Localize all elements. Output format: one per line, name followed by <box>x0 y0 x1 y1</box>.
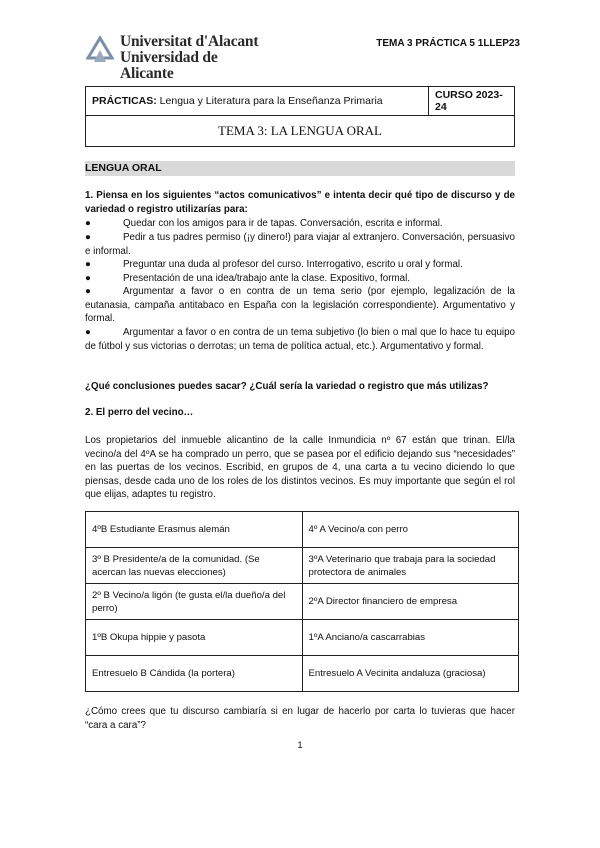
curso-cell <box>429 87 515 116</box>
course-info-table <box>85 86 515 147</box>
q1-item: ● Preguntar una duda al profesor del curso. Interrogativo, escrito u oral y formal. <box>85 258 515 272</box>
practicas-cell <box>86 87 429 116</box>
practicas-value: Lengua y Literatura para la Enseñanza Primaria <box>159 95 383 107</box>
q1-conclusion <box>85 380 515 394</box>
table-row <box>86 620 519 656</box>
question-1-text: Piensa en los siguientes “actos comunicativos” e intenta decir qué tipo de discurso y de variedad o registro utilizarías para: <box>85 190 515 215</box>
question-1-number: 1. <box>85 190 94 201</box>
q1-item: ● Argumentar a favor o en contra de un tema subjetivo (lo bien o mal que lo hace tu equipo de fútbol y sus victorias o derrotas; un tema de política actual, etc.). Argumentativo y formal. <box>85 327 515 352</box>
role-cell: 4º A Vecino/a con perro <box>302 512 519 548</box>
table-row <box>86 548 519 584</box>
logo-line-1: Universitat d'Alacant <box>120 33 259 50</box>
table-row <box>86 512 519 548</box>
final-question: ¿Cómo crees que tu discurso cambiaría si en lugar de hacerlo por carta lo tuvieras que hacer “cara a cara”? <box>85 706 515 731</box>
role-cell: Entresuelo A Vecinita andaluza (graciosa) <box>302 656 519 692</box>
tema-title: TEMA 3: LA LENGUA ORAL <box>86 116 515 147</box>
q1-item: ● Quedar con los amigos para ir de tapas. Conversación, escrita e informal. <box>85 217 515 231</box>
section-heading: LENGUA ORAL <box>85 161 515 176</box>
logo-text <box>120 34 266 82</box>
role-cell: 1ºA Anciano/a cascarrabias <box>302 620 519 656</box>
q1-item: ● Pedir a tus padres permiso (¡y dinero!) para viajar al extranjero. Conversación, persuasivo e informal. <box>85 232 515 257</box>
roles-table <box>85 511 519 692</box>
role-cell: 2º B Vecino/a ligón (te gusta el/la dueño/a del perro) <box>86 584 303 620</box>
question-2-paragraph: Los propietarios del inmueble alicantino de la calle Inmundicia nº 67 están que trinan. El/la vecino/a del 4ºA se ha comprado un perro, que se pasea por el edificio dejando sus “necesidades” en las puertas de los vecinos. Escribid, en grupos de 4, una carta a tu vecino diciendo lo que piensas, desde cada uno de los roles de los distintos vecinos. Es muy importante que según el rol que elijas, adaptes tu registro. <box>85 435 515 500</box>
table-row <box>86 656 519 692</box>
question-2-title <box>85 406 515 420</box>
question-1 <box>85 189 515 216</box>
university-logo <box>86 33 266 82</box>
q1-item-text: Preguntar una duda al profesor del curso. Interrogativo, escrito u oral y formal. <box>123 259 463 270</box>
curso-label: CURSO 2023-24 <box>435 89 503 113</box>
role-cell: 2ºA Director financiero de empresa <box>302 584 519 620</box>
q1-item-text: Quedar con los amigos para ir de tapas. Conversación, escrita e informal. <box>123 218 443 229</box>
role-cell: Entresuelo B Cándida (la portera) <box>86 656 303 692</box>
role-cell: 4ºB Estudiante Erasmus alemán <box>86 512 303 548</box>
page-number: 1 <box>297 740 303 751</box>
question-2-title-text: 2. El perro del vecino… <box>85 407 194 418</box>
logo-line-2: Universidad de Alicante <box>120 49 218 82</box>
practicas-label: PRÁCTICAS: <box>92 95 157 107</box>
q1-item: ● Presentación de una idea/trabajo ante la clase. Expositivo, formal. <box>85 272 515 286</box>
table-row <box>86 584 519 620</box>
q1-item-text: Pedir a tus padres permiso (¡y dinero!) para viajar al extranjero. Conversación, persuasivo e informal. <box>85 232 515 257</box>
q1-item-text: Presentación de una idea/trabajo ante la clase. Expositivo, formal. <box>123 273 410 284</box>
q1-item-text: Argumentar a favor o en contra de un tema serio (por ejemplo, legalización de la eutanasia, campaña antitabaco en España con la legislación correspondiente). Argumentativo y formal. <box>85 286 515 324</box>
q1-item-text: Argumentar a favor o en contra de un tema subjetivo (lo bien o mal que lo hace tu equipo de fútbol y sus victorias o derrotas; un tema de política actual, etc.). Argumentativo y formal. <box>85 327 515 352</box>
role-cell: 3ºA Veterinario que trabaja para la sociedad protectora de animales <box>302 548 519 584</box>
q1-conclusion-text: ¿Qué conclusiones puedes sacar? ¿Cuál sería la variedad o registro que más utilizas? <box>85 381 489 392</box>
document-code: TEMA 3 PRÁCTICA 5 1LLEP23 <box>376 38 520 49</box>
q1-item: ● Argumentar a favor o en contra de un tema serio (por ejemplo, legalización de la eutanasia, campaña antitabaco en España con la legislación correspondiente). Argumentativo y formal. <box>85 286 515 324</box>
role-cell: 1ºB Okupa hippie y pasota <box>86 620 303 656</box>
university-logo-icon <box>86 34 114 66</box>
role-cell: 3º B Presidente/a de la comunidad. (Se acercan las nuevas elecciones) <box>86 548 303 584</box>
